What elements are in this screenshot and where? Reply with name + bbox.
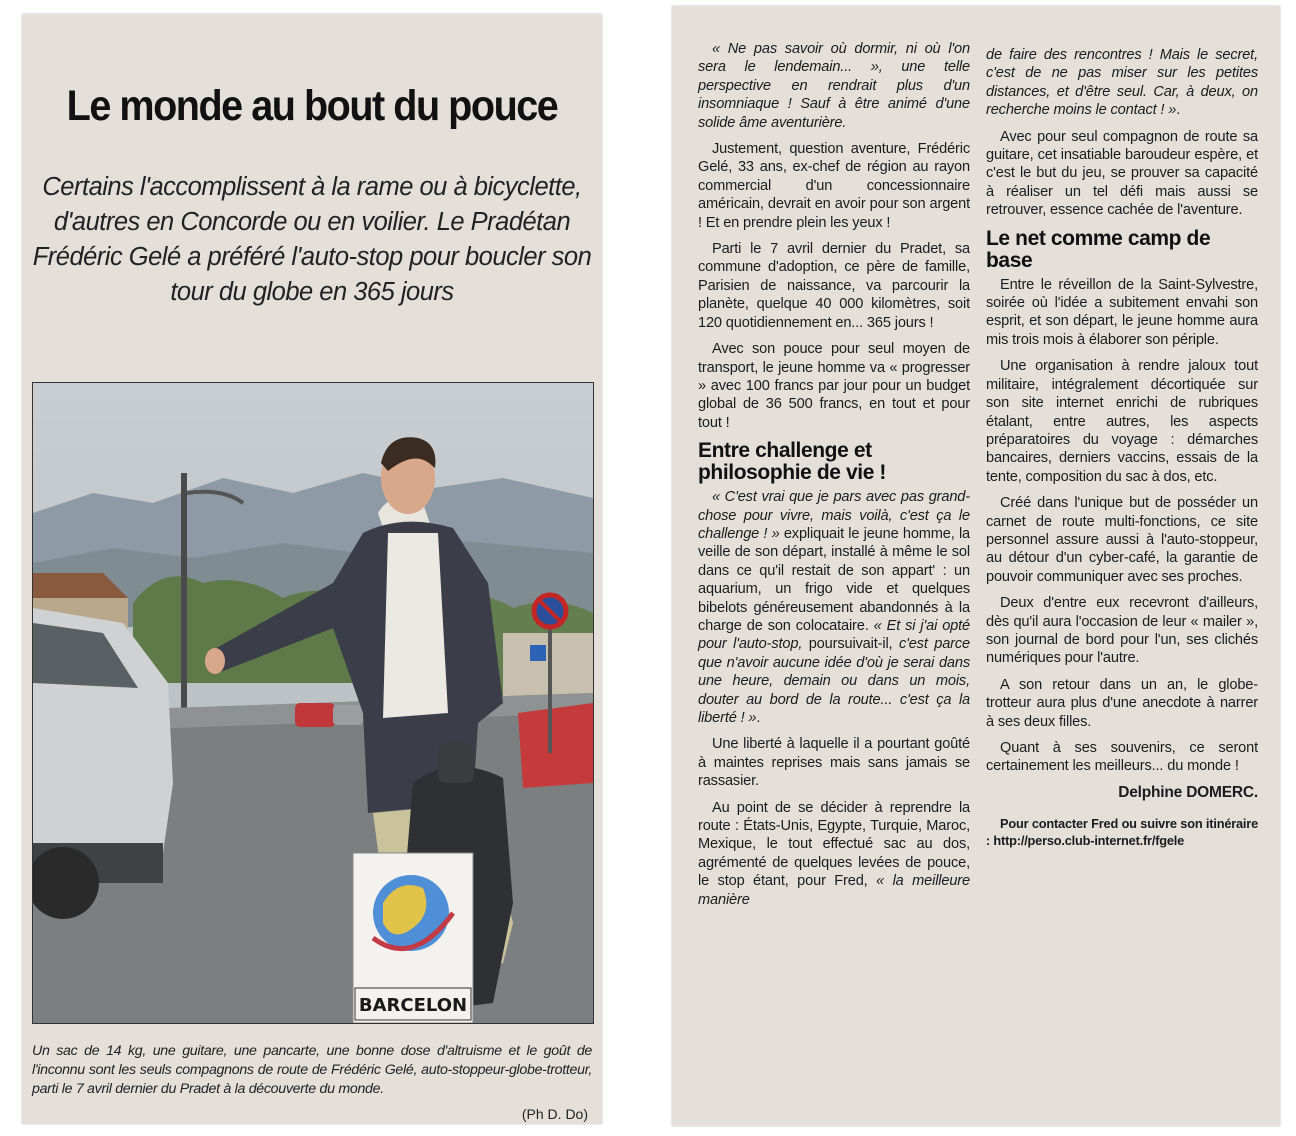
paragraph: Deux d'entre eux recevront d'ailleurs, dès qu'il aura l'occasion de leur « mailer », son journal de bord pour l'un, ses clichés numériques pour l'autre. [986,595,1258,667]
paragraph: « C'est vrai que je pars avec pas grand-chose pour vivre, mais voilà, c'est ça le challenge ! » expliquait le jeune homme, la veille de son départ, installé à même le sol dans ce qu'il restait de son appart' : un aquarium, un frigo vide et quelques bibelots généreusement abandonnés à la charge de son colocataire. « Et si j'ai opté pour l'auto-stop, poursuivait-il, c'est parce que n'avoir aucune idée d'où je serai dans une heure, demain ou dans un mois, douter au bord de la route... c'est ça la liberté ! ». [698,489,971,726]
photo-credit: (Ph D. Do) [521,1106,588,1122]
hitchhiker-photo [32,382,594,1024]
article-right-clipping [672,6,1280,1126]
paragraph: « Ne pas savoir où dormir, ni où l'on sera le lendemain... », une telle perspective en rendrait plus d'un insomniaque ! Sauf à être animé d'une solide âme aventurière. [698,41,970,131]
paragraph: Créé dans l'unique but de posséder un carnet de route multi-fonctions, ce site personnel assure aussi à l'auto-stoppeur, au détour d'un cyber-café, la garantie de pouvoir communiquer avec ses proches. [986,495,1258,585]
photo-caption: Un sac de 14 kg, une guitare, une pancarte, une bonne dose d'altruisme et le goût de l'inconnu sont les seuls compagnons de route de Frédéric Gelé, auto-stoppeur-globe-trotteur, parti le 7 avril dernier du Pradet à la découverte du monde. [32,1043,592,1097]
author-signature: Delphine DOMERC. [1118,783,1258,801]
paragraph: Quant à ses souvenirs, ce seront certainement les meilleurs... du monde ! [986,740,1258,775]
section-heading: Entre challenge et philosophie de vie ! [698,439,887,485]
paragraph: Au point de se décider à reprendre la route : États-Unis, Egypte, Turquie, Maroc, Mexique, le tout effectué sac au dos, agrémenté de quelques levées de pouce, le stop étant, pour Fred, « la meilleure manière [698,799,970,908]
paragraph: de faire des rencontres ! Mais le secret, c'est de ne pas miser sur les petites distances, et d'être seul. Car, à deux, on recherche moins le contact ! ». [986,47,1258,119]
paragraph: Entre le réveillon de la Saint-Sylvestre, soirée où l'idée a subitement envahi son esprit, et son départ, le jeune homme aura mis trois mois à élaborer son périple. [986,276,1258,348]
paragraph: A son retour dans un an, le globe-trotteur aura plus d'une anecdote à narrer à ses deux filles. [986,676,1258,730]
subheadline: Certains l'accomplissent à la rame ou à bicyclette, d'autres en Concorde ou en voilier. Le Pradétan Frédéric Gelé a préféré l'auto-stop pour boucler son tour du globe en 365 jours [32,173,592,306]
paragraph: Avec son pouce pour seul moyen de transport, le jeune homme va « progresser » avec 100 francs par jour pour un budget global de 36 500 francs, en tout et pour tout ! [698,341,970,431]
section-heading: Le net comme camp de base [986,226,1211,272]
placard-text: BARCELON [358,995,468,1016]
paragraph: Une liberté à laquelle il a pourtant goûté à maintes reprises mais sans jamais se rassasier. [698,736,970,790]
paragraph: Une organisation à rendre jaloux tout militaire, intégralement décortiquée sur son site internet enrichi de rubriques étalant, entre autres, les aspects préparatoires du voyage : démarches bancaires, derniers vaccins, essais de la tente, composition du sac à dos, etc. [986,358,1258,485]
article-left-clipping [22,14,602,1124]
paragraph: Justement, question aventure, Frédéric Gelé, 33 ans, ex-chef de région au rayon commercial d'un concessionnaire américain, devrait en avoir pour son argent ! Et en prendre plein les yeux ! [698,141,970,231]
text-column-2 [986,46,1258,857]
paragraph: Parti le 7 avril dernier du Pradet, sa commune d'adoption, ce père de famille, Parisien de naissance, va parcourir la planète, quelque 40 000 kilomètres, soit 120 quotidiennement en... 365 jours ! [698,241,970,331]
contact-info: Pour contacter Fred ou suivre son itinéraire : http://perso.club-internet.fr/fgele [986,816,1258,848]
paragraph: Avec pour seul compagnon de route sa guitare, cet insatiable baroudeur espère, et c'est le but du jeu, se prouver sa capacité à réaliser un tel défi mais aussi se retrouver, essence cachée de l'aventure. [986,128,1258,219]
headline: Le monde au bout du pouce [66,82,558,130]
text-column-1 [698,40,970,917]
